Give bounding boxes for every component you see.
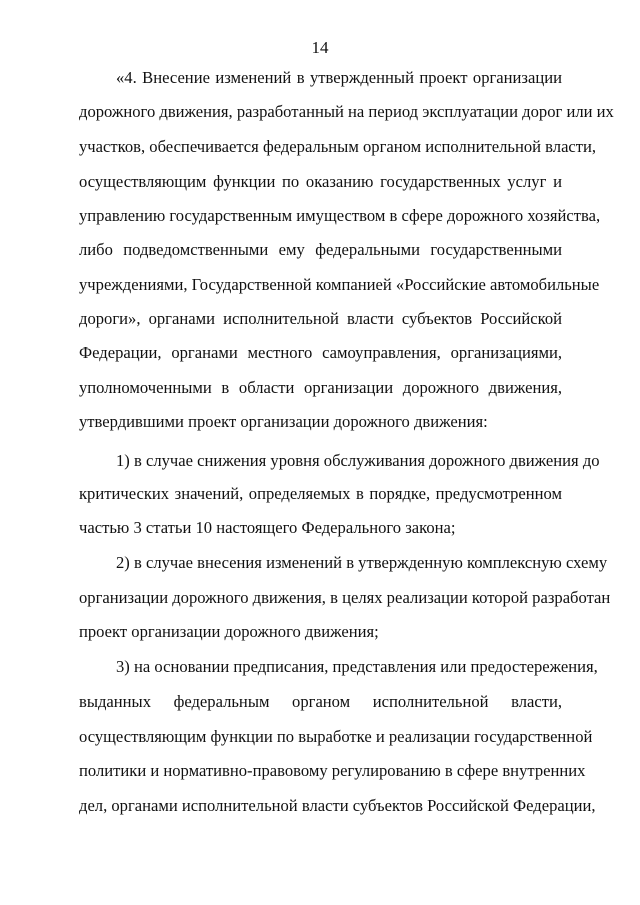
list-item-line: организации дорожного движения, в целях реализации которой разработан — [79, 588, 611, 607]
paragraph-line: уполномоченными в области организации дорожного движения, — [79, 378, 562, 397]
list-item-line: критических значений, определяемых в порядке, предусмотренном — [79, 484, 562, 503]
paragraph-line: участков, обеспечивается федеральным органом исполнительной власти, — [79, 137, 597, 156]
list-item-line: частью 3 статьи 10 настоящего Федерального закона; — [79, 518, 456, 537]
list-item-line: осуществляющим функции по выработке и реализации государственной — [79, 727, 593, 746]
paragraph-line: управлению государственным имуществом в сфере дорожного хозяйства, — [79, 206, 601, 225]
paragraph-line: либо подведомственными ему федеральными государственными — [79, 240, 562, 259]
paragraph-line: утвердившими проект организации дорожного движения: — [79, 412, 488, 431]
paragraph-line: Федерации, органами местного самоуправления, организациями, — [79, 343, 562, 362]
list-item-line: 3) на основании предписания, представления или предостережения, — [116, 657, 598, 676]
list-item-line: 1) в случае снижения уровня обслуживания дорожного движения до — [116, 451, 600, 470]
list-item-line: политики и нормативно-правовому регулированию в сфере внутренних — [79, 761, 586, 780]
list-item-line: дел, органами исполнительной власти субъектов Российской Федерации, — [79, 796, 596, 815]
paragraph-line: учреждениями, Государственной компанией «Российские автомобильные — [79, 275, 600, 294]
list-item-line: 2) в случае внесения изменений в утвержденную комплексную схему — [116, 553, 608, 572]
list-item-line: проект организации дорожного движения; — [79, 622, 379, 641]
paragraph-line: осуществляющим функции по оказанию государственных услуг и — [79, 172, 562, 191]
paragraph-line: дорожного движения, разработанный на период эксплуатации дорог или их — [79, 102, 614, 121]
page-number: 14 — [311, 38, 329, 57]
list-item-line: выданных федеральным органом исполнительной власти, — [79, 692, 562, 711]
paragraph-line: «4. Внесение изменений в утвержденный проект организации — [116, 68, 562, 87]
paragraph-line: дороги», органами исполнительной власти субъектов Российской — [79, 309, 562, 328]
